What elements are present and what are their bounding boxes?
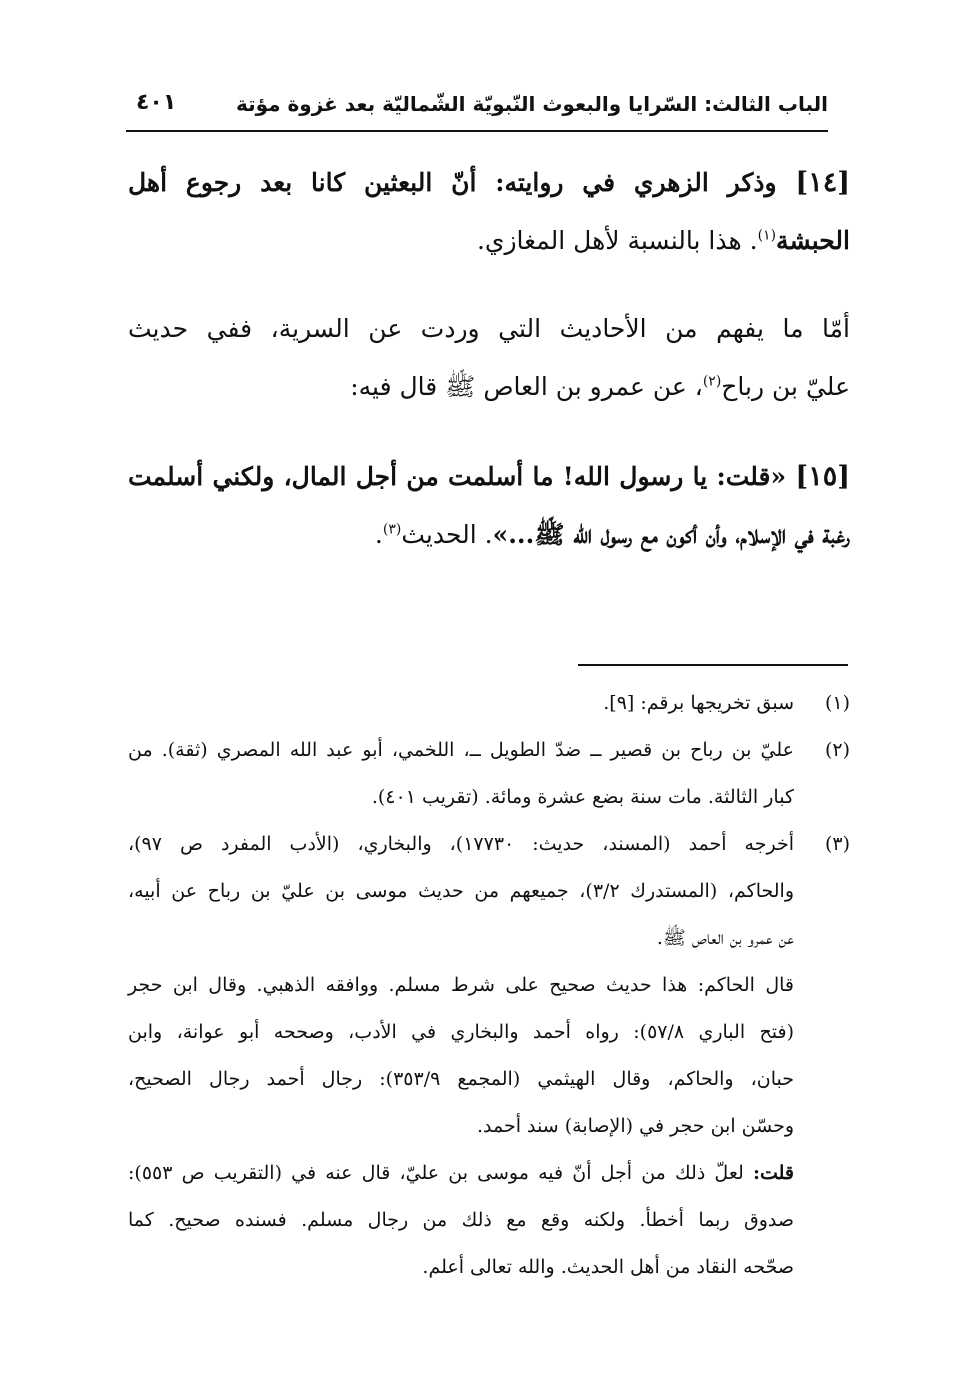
- paragraph-14-line-2: [128, 212, 850, 270]
- paragraph-intro-text-b: ، عن عمرو بن العاص ﷺ قال فيه:: [350, 372, 703, 401]
- footnote-3-cont2-first-rest: لعلّ ذلك من أجل أنّ فيه موسى بن عليّ، قال عنه في (التقريب ص ٥٥٣):: [128, 1162, 753, 1184]
- footnote-3-cont1-line-1: قال الحاكم: هذا حديث صحيح على شرط مسلم. ووافقه الذهبي. وقال ابن حجر: [128, 974, 794, 996]
- footnote-3-cont2-line-2: صدوق ربما أخطأ. ولكنه وقع مع ذلك من رجال مسلم. فسنده صحيح. كما: [128, 1209, 794, 1231]
- footnote-ref-1[interactable]: (١): [757, 227, 777, 244]
- footnote-ref-3[interactable]: (٣): [382, 521, 402, 538]
- running-header: [126, 86, 828, 132]
- paragraph-intro-text-a: عليّ بن رباح: [721, 372, 850, 401]
- paragraph-intro: [128, 300, 850, 416]
- chapter-title: الباب الثالث: السّرايا والبعوث النّبويّة الشّماليّة بعد غزوة مؤتة: [235, 92, 828, 116]
- footnotes: [128, 680, 850, 1291]
- page-number: ٤٠١: [136, 90, 177, 115]
- footnote-2: [128, 727, 850, 821]
- paragraph-number-15: [١٥]: [795, 461, 850, 492]
- footnote-separator: [578, 664, 848, 666]
- paragraph-14-line-1: [128, 154, 850, 212]
- paragraph-intro-line-1: أمّا ما يفهم من الأحاديث التي وردت عن السرية، ففي حديث: [128, 314, 850, 343]
- paragraph-14-habasha: الحبشة: [776, 226, 850, 255]
- paragraph-15-text-end: .: [374, 520, 383, 549]
- footnote-1-line-1: سبق تخريجها برقم: [٩].: [603, 692, 794, 714]
- footnote-3-line-2: والحاكم، (المستدرك ٣/٢)، جميعهم من حديث موسى بن عليّ بن رباح عن أبيه،: [128, 880, 794, 902]
- paragraph-15-line-1: [128, 448, 850, 506]
- paragraph-14-text-2: . هذا بالنسبة لأهل المغازي.: [476, 226, 758, 255]
- footnote-3-cont1-line-2: (فتح الباري ٥٧/٨): رواه أحمد والبخاري في الأدب، وصححه أبو عوانة، وابن: [128, 1021, 794, 1043]
- footnote-2-line-1: عليّ بن رباح بن قصير ــ ضدّ الطويل ــ، اللخمي، أبو عبد الله المصري (ثقة). من: [128, 739, 794, 761]
- paragraph-14-text-1: وذكر الزهري في روايته: أنّ البعثين كانا بعد رجوع أهل: [128, 168, 777, 197]
- footnote-3-qultu: قلت:: [752, 1162, 794, 1184]
- footnote-3-line-1: أخرجه أحمد (المسند، حديث: ١٧٧٣٠)، والبخاري، (الأدب المفرد ص ٩٧)،: [128, 833, 794, 855]
- footnote-3-cont1-line-3: حبان، والحاكم، وقال الهيثمي (المجمع ٣٥٣/٩): رجال أحمد رجال الصحيح،: [128, 1068, 794, 1090]
- footnote-3-cont2-line-1: [128, 1150, 794, 1197]
- paragraph-intro-line-2: [128, 358, 850, 416]
- footnote-1: [128, 680, 850, 727]
- footnote-3-cont2-line-3: صحّحه النقاد من أهل الحديث. والله تعالى أعلم.: [422, 1256, 794, 1278]
- footnote-ref-2[interactable]: (٢): [702, 373, 722, 390]
- footnote-number-1: (١): [824, 692, 850, 714]
- paragraph-number-14: [١٤]: [795, 167, 850, 198]
- footnote-3-cont1-line-4: وحسّن ابن حجر في (الإصابة) سند أحمد.: [477, 1115, 794, 1137]
- paragraph-15-text-bold: رغبة في الإسلام، وأن أكون مع رسول الله ﷺ...»: [492, 520, 850, 549]
- paragraph-15-text-1: «قلت: يا رسول الله! ما أسلمت من أجل المال، ولكني أسلمت: [128, 462, 787, 491]
- footnote-2-line-2: كبار الثالثة. مات سنة بضع عشرة ومائة. (تقريب ٤٠١).: [371, 786, 794, 808]
- paragraph-15: [128, 448, 850, 564]
- footnote-3: [128, 821, 850, 1291]
- footnote-3-line-3: عن عمرو بن العاص ﷺ.: [656, 927, 794, 949]
- paragraph-15-text-rest: . الحديث: [401, 520, 493, 549]
- footnote-number-3: (٣): [824, 833, 850, 855]
- footnote-number-2: (٢): [824, 739, 850, 761]
- paragraph-15-line-2: [128, 506, 850, 564]
- paragraph-14: [128, 154, 850, 270]
